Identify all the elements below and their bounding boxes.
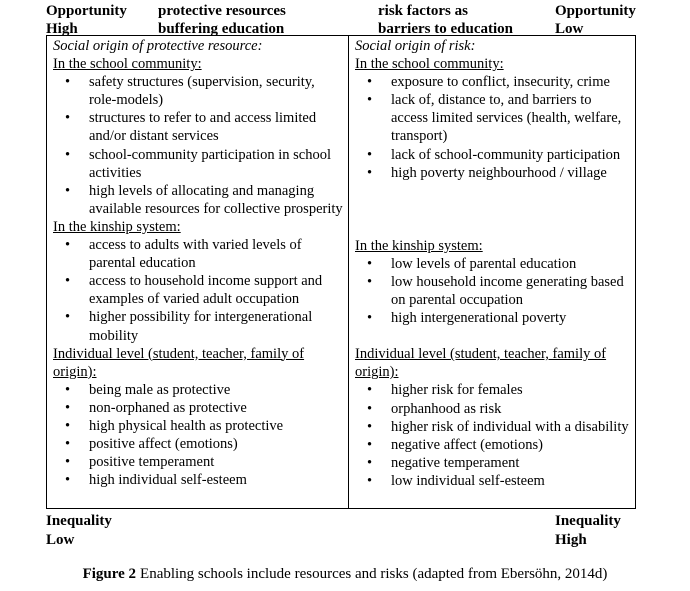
protective-column-title: Social origin of protective resource: <box>53 38 263 54</box>
bullet-item: • non-orphaned as protective <box>53 399 344 417</box>
bullet-item: • high individual self-esteem <box>53 471 344 489</box>
right-individual-list <box>355 381 629 490</box>
figure-content <box>46 0 636 550</box>
bullet-item: • lack of school-community participation <box>355 146 629 164</box>
protective-resources-line1: protective resources <box>158 3 286 19</box>
inequality-low-label <box>46 512 112 550</box>
bullet-item: • being male as protective <box>53 381 344 399</box>
bullet-item: • higher risk of individual with a disability <box>355 418 629 436</box>
protective-resources-line2: buffering education <box>158 20 285 37</box>
left-school-community-heading: In the school community: <box>53 56 202 73</box>
opportunity-low-label <box>555 3 636 35</box>
blank-spacer <box>355 327 629 345</box>
bullet-item: • school-community participation in school activities <box>53 146 344 182</box>
inequality-low-line2: Low <box>46 532 75 548</box>
risk-factors-column <box>349 36 635 508</box>
figure-caption-text: Enabling schools include resources and risks (adapted from Ebersöhn, 2014d) <box>140 566 608 582</box>
risk-factors-label <box>378 3 555 35</box>
bullet-item: • high physical health as protective <box>53 417 344 435</box>
inequality-high-label <box>555 512 636 550</box>
right-school-community-list <box>355 73 629 182</box>
risk-factors-line2: barriers to education <box>378 20 513 37</box>
bullet-item: • negative affect (emotions) <box>355 436 629 454</box>
bullet-item: • negative temperament <box>355 454 629 472</box>
bullet-item: • orphanhood as risk <box>355 400 629 418</box>
bullet-item: • low individual self-esteem <box>355 472 629 490</box>
bullet-item: • lack of, distance to, and barriers to access limited services (health, welfare, transport) <box>355 91 629 145</box>
left-school-community-list <box>53 73 344 218</box>
bullet-item: • exposure to conflict, insecurity, crime <box>355 73 629 91</box>
right-kinship-list <box>355 255 629 327</box>
bullet-item: • higher possibility for intergenerational mobility <box>53 308 344 344</box>
left-individual-list <box>53 381 344 490</box>
bullet-item: • high intergenerational poverty <box>355 309 629 327</box>
blank-spacer <box>355 182 629 237</box>
bullet-item: • positive affect (emotions) <box>53 435 344 453</box>
opportunity-high-line2: High <box>46 20 78 37</box>
opportunity-low-line2: Low <box>555 20 584 37</box>
risk-factors-line1: risk factors as <box>378 3 468 19</box>
resources-risks-table <box>46 35 636 509</box>
bullet-item: • high poverty neighbourhood / village <box>355 164 629 182</box>
protective-resources-label <box>158 3 378 35</box>
opportunity-high-label <box>46 3 158 35</box>
protective-resources-column <box>47 36 349 508</box>
inequality-high-line2: High <box>555 532 587 548</box>
top-label-row <box>46 0 636 35</box>
bullet-item: • access to adults with varied levels of parental education <box>53 236 344 272</box>
figure-caption <box>0 566 690 583</box>
bullet-item: • low household income generating based on parental occupation <box>355 273 629 309</box>
bullet-item: • safety structures (supervision, security, role-models) <box>53 73 344 109</box>
opportunity-low-line1: Opportunity <box>555 3 636 19</box>
right-school-community-heading: In the school community: <box>355 56 504 73</box>
left-individual-heading: Individual level (student, teacher, family of origin): <box>53 345 305 380</box>
bullet-item: • positive temperament <box>53 453 344 471</box>
bullet-item: • access to household income support and examples of varied adult occupation <box>53 272 344 308</box>
figure-caption-label: Figure 2 <box>82 566 137 582</box>
bullet-item: • structures to refer to and access limited and/or distant services <box>53 109 344 145</box>
bullet-item: • high levels of allocating and managing available resources for collective prosperity <box>53 182 344 218</box>
right-kinship-heading: In the kinship system: <box>355 237 483 254</box>
risk-column-title: Social origin of risk: <box>355 38 476 54</box>
left-kinship-heading: In the kinship system: <box>53 218 181 235</box>
left-kinship-list <box>53 236 344 345</box>
bullet-item: • low levels of parental education <box>355 255 629 273</box>
bullet-item: • higher risk for females <box>355 381 629 399</box>
right-individual-heading: Individual level (student, teacher, family of origin): <box>355 346 607 381</box>
inequality-high-line1: Inequality <box>555 513 621 529</box>
inequality-low-line1: Inequality <box>46 513 112 529</box>
opportunity-high-line1: Opportunity <box>46 3 127 19</box>
bottom-label-row <box>46 512 636 550</box>
